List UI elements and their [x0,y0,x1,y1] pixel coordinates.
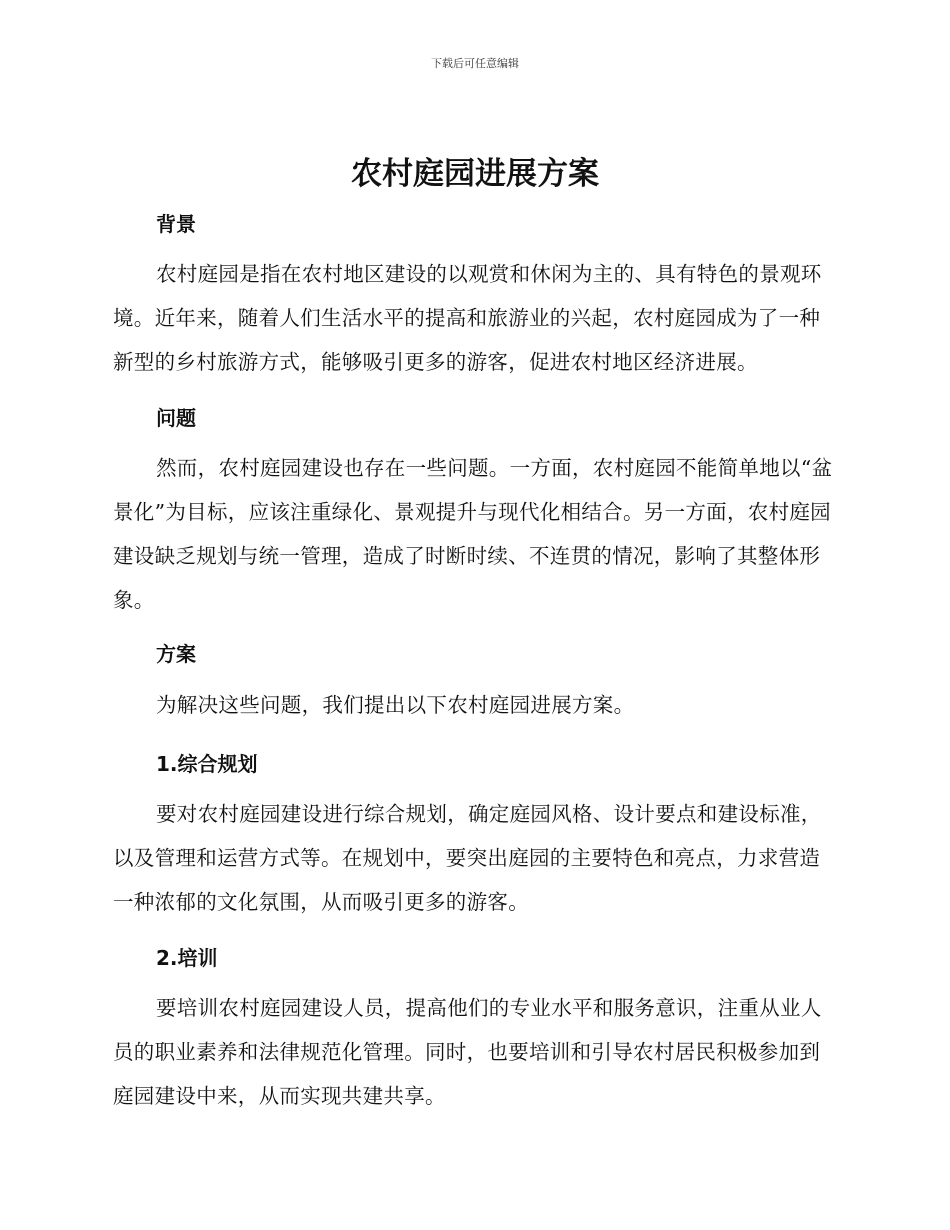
section-heading-problem: 问题 [156,406,196,430]
section-heading-training: 2.培训 [156,946,218,970]
paragraph-training: 要培训农村庭园建设人员，提高他们的专业水平和服务意识，注重从业人员的职业素养和法律规范化管理。同时，也要培训和引导农村居民积极参加到庭园建设中来，从而实现共建共享。 [113,996,822,1108]
header-note: 下载后可任意编辑 [431,57,519,70]
paragraph-plan: 为解决这些问题，我们提出以下农村庭园进展方案。 [156,693,635,717]
document-title: 农村庭园进展方案 [351,156,599,192]
paragraph-problem: 然而，农村庭园建设也存在一些问题。一方面，农村庭园不能简单地以“盆景化”为目标，应该注重绿化、景观提升与现代化相结合。另一方面，农村庭园建设缺乏规划与统一管理，造成了时断时续、不连贯的情况，影响了其整体形象。 [113,456,833,612]
section-heading-planning: 1.综合规划 [156,752,258,776]
paragraph-planning: 要对农村庭园建设进行综合规划，确定庭园风格、设计要点和建设标准，以及管理和运营方式等。在规划中，要突出庭园的主要特色和亮点，力求营造一种浓郁的文化氛围，从而吸引更多的游客。 [113,802,822,914]
section-heading-background: 背景 [156,212,196,236]
paragraph-background: 农村庭园是指在农村地区建设的以观赏和休闲为主的、具有特色的景观环境。近年来，随着人们生活水平的提高和旅游业的兴起，农村庭园成为了一种新型的乡村旅游方式，能够吸引更多的游客，促进农村地区经济进展。 [113,262,822,374]
section-heading-plan: 方案 [156,642,196,666]
